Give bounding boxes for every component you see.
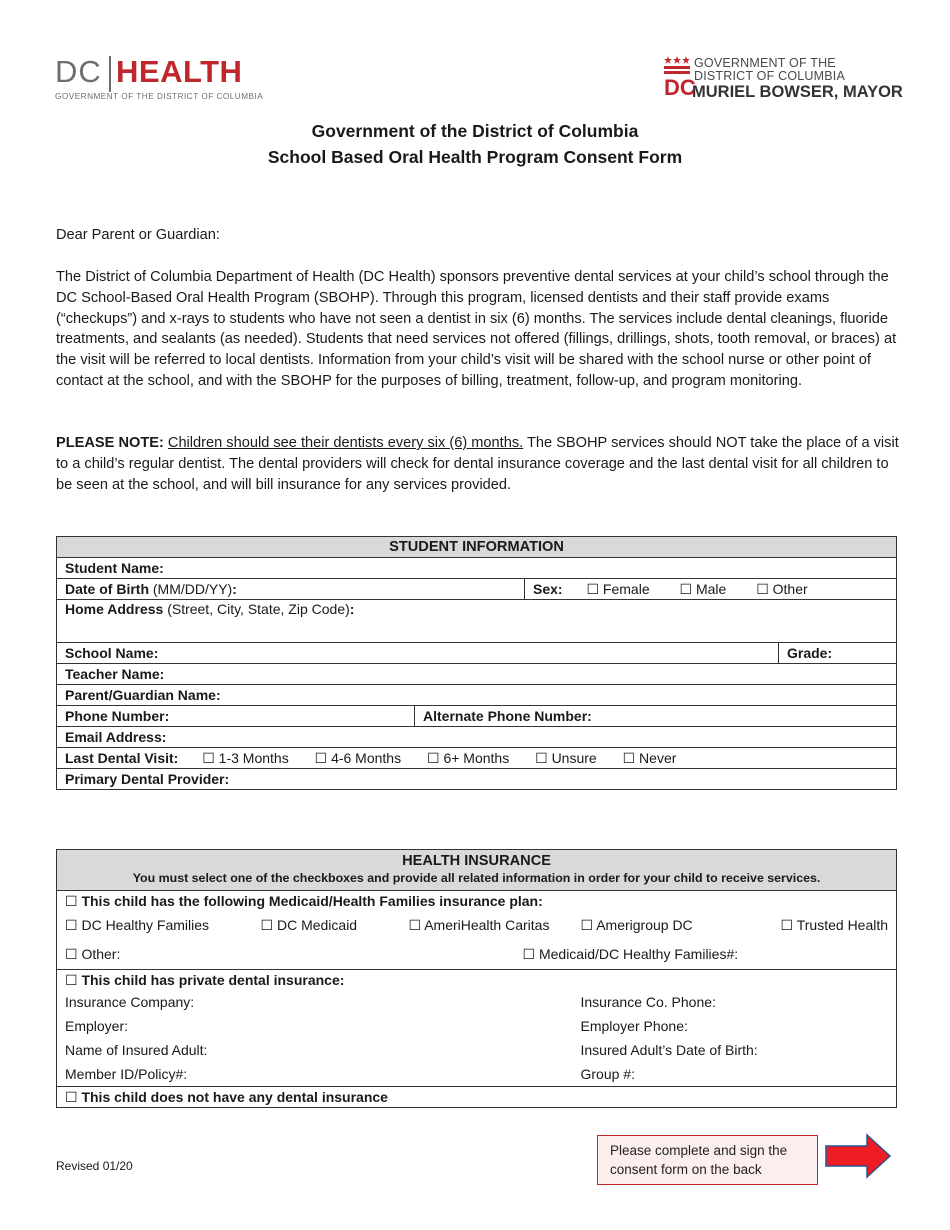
logo-subtitle: GOVERNMENT OF THE DISTRICT OF COLUMBIA — [55, 92, 264, 101]
insurance-company-field[interactable]: Insurance Company: — [65, 993, 195, 1010]
insurance-instruction: You must select one of the checkboxes and provide all related information in order for your child to receive services. — [132, 871, 821, 885]
visit-1-3-months-checkbox[interactable]: ☐ 1-3 Months — [202, 749, 289, 766]
note-underlined: Children should see their dentists every six (6) months. — [167, 435, 524, 451]
grade-field[interactable]: Grade: — [779, 643, 897, 664]
plan-other-checkbox[interactable]: ☐ Other: — [65, 945, 121, 962]
plan-amerihealth-caritas-checkbox[interactable]: ☐ AmeriHealth Caritas — [408, 916, 550, 933]
plan-dc-healthy-families-checkbox[interactable]: ☐ DC Healthy Families — [65, 916, 210, 933]
health-insurance-heading — [57, 850, 897, 891]
dc-government-logo — [664, 54, 903, 102]
employer-phone-field[interactable]: Employer Phone: — [580, 1017, 688, 1034]
plan-amerigroup-dc-checkbox[interactable]: ☐ Amerigroup DC — [580, 916, 693, 933]
insurance-heading-text: HEALTH INSURANCE — [402, 853, 551, 869]
logo-divider — [109, 56, 111, 92]
dc-health-logo — [55, 52, 264, 104]
student-name-field[interactable]: Student Name: — [57, 558, 897, 579]
alternate-phone-field[interactable]: Alternate Phone Number: — [415, 706, 897, 727]
school-name-field[interactable]: School Name: — [57, 643, 779, 664]
letter-body: The District of Columbia Department of Health (DC Health) sponsors preventive dental services at your child’s school through the DC School-Based Oral Health Program (SBOHP). Through this program, licensed dentists and their staff provide exams (“checkups”) and x-rays to students who have not seen a dentist in six (6) months. The services include dental cleanings, fluoride treatments, and sealants (as needed). Students that need services not offered (fillings, drillings, shots, tooth removal, or braces) at the visit will be referred to local dentists. Information from your child’s visit will be shared with the school nurse or other point of contact at the school, and with the SBOHP for the purposes of billing, treatment, follow-up, and program monitoring. — [56, 269, 897, 389]
email-address-field[interactable]: Email Address: — [57, 727, 897, 748]
visit-6-plus-months-checkbox[interactable]: ☐ 6+ Months — [427, 749, 510, 766]
right-arrow-icon — [825, 1134, 891, 1178]
home-address-field[interactable]: Home Address (Street, City, State, Zip Code): — [57, 600, 897, 643]
insured-adult-name-field[interactable]: Name of Insured Adult: — [65, 1041, 208, 1058]
student-information-table — [56, 536, 897, 790]
logo-gov-line1: GOVERNMENT OF THE — [694, 56, 836, 70]
form-title-line2: School Based Oral Health Program Consent Form — [267, 147, 683, 167]
medicaid-plan-checkbox[interactable]: ☐ This child has the following Medicaid/Health Families insurance plan: — [65, 892, 543, 909]
guardian-name-field[interactable]: Parent/Guardian Name: — [57, 685, 897, 706]
group-number-field[interactable]: Group #: — [580, 1065, 635, 1082]
last-visit-label: Last Dental Visit: — [65, 749, 179, 766]
sex-female-checkbox[interactable]: ☐ Female — [586, 580, 650, 597]
note-rest: The SBOHP services should NOT take the place of a visit to a child’s regular dentist. The dental providers will check for dental insurance coverage and the last dental visit for all children to be seen at the school, and will bill insurance for any services provided. — [56, 435, 899, 493]
last-dental-visit-field — [57, 748, 897, 769]
visit-never-checkbox[interactable]: ☐ Never — [622, 749, 677, 766]
sex-label: Sex: — [533, 580, 563, 597]
visit-4-6-months-checkbox[interactable]: ☐ 4-6 Months — [314, 749, 402, 766]
logo-dc-mark: DC — [664, 75, 696, 100]
private-insurance-checkbox[interactable]: ☐ This child has private dental insurance: — [57, 970, 897, 991]
sex-field — [525, 579, 897, 600]
employer-field[interactable]: Employer: — [65, 1017, 129, 1034]
sex-male-checkbox[interactable]: ☐ Male — [679, 580, 727, 597]
logo-gov-line2: DISTRICT OF COLUMBIA — [694, 69, 846, 83]
logo-dc-text: DC — [55, 54, 102, 89]
plan-trusted-health-checkbox[interactable]: ☐ Trusted Health — [780, 916, 889, 933]
salutation: Dear Parent or Guardian: — [56, 227, 220, 243]
logo-mayor: MURIEL BOWSER, MAYOR — [692, 83, 903, 101]
back-page-notice: Please complete and sign the consent form on the back — [597, 1135, 818, 1185]
teacher-name-field[interactable]: Teacher Name: — [57, 664, 897, 685]
student-info-heading: STUDENT INFORMATION — [57, 537, 897, 558]
dob-field[interactable]: Date of Birth (MM/DD/YY): — [57, 579, 525, 600]
please-note — [56, 433, 901, 495]
form-title-line1: Government of the District of Columbia — [311, 121, 639, 141]
plan-dc-medicaid-checkbox[interactable]: ☐ DC Medicaid — [260, 916, 358, 933]
insured-adult-dob-field[interactable]: Insured Adult’s Date of Birth: — [580, 1041, 758, 1058]
insurance-company-phone-field[interactable]: Insurance Co. Phone: — [580, 993, 716, 1010]
revision-date: Revised 01/20 — [56, 1159, 133, 1173]
no-insurance-checkbox[interactable]: ☐ This child does not have any dental insurance — [57, 1087, 897, 1108]
medicaid-number-field[interactable]: ☐ Medicaid/DC Healthy Families#: — [522, 945, 739, 962]
sex-other-checkbox[interactable]: ☐ Other — [756, 580, 808, 597]
dc-flag-icon — [664, 56, 690, 76]
visit-unsure-checkbox[interactable]: ☐ Unsure — [535, 749, 597, 766]
primary-dental-provider-field[interactable]: Primary Dental Provider: — [57, 769, 897, 790]
logo-health-text: HEALTH — [116, 54, 243, 89]
health-insurance-table — [56, 849, 897, 1108]
note-label: PLEASE NOTE: — [56, 435, 164, 451]
phone-number-field[interactable]: Phone Number: — [57, 706, 415, 727]
member-id-field[interactable]: Member ID/Policy#: — [65, 1065, 188, 1082]
